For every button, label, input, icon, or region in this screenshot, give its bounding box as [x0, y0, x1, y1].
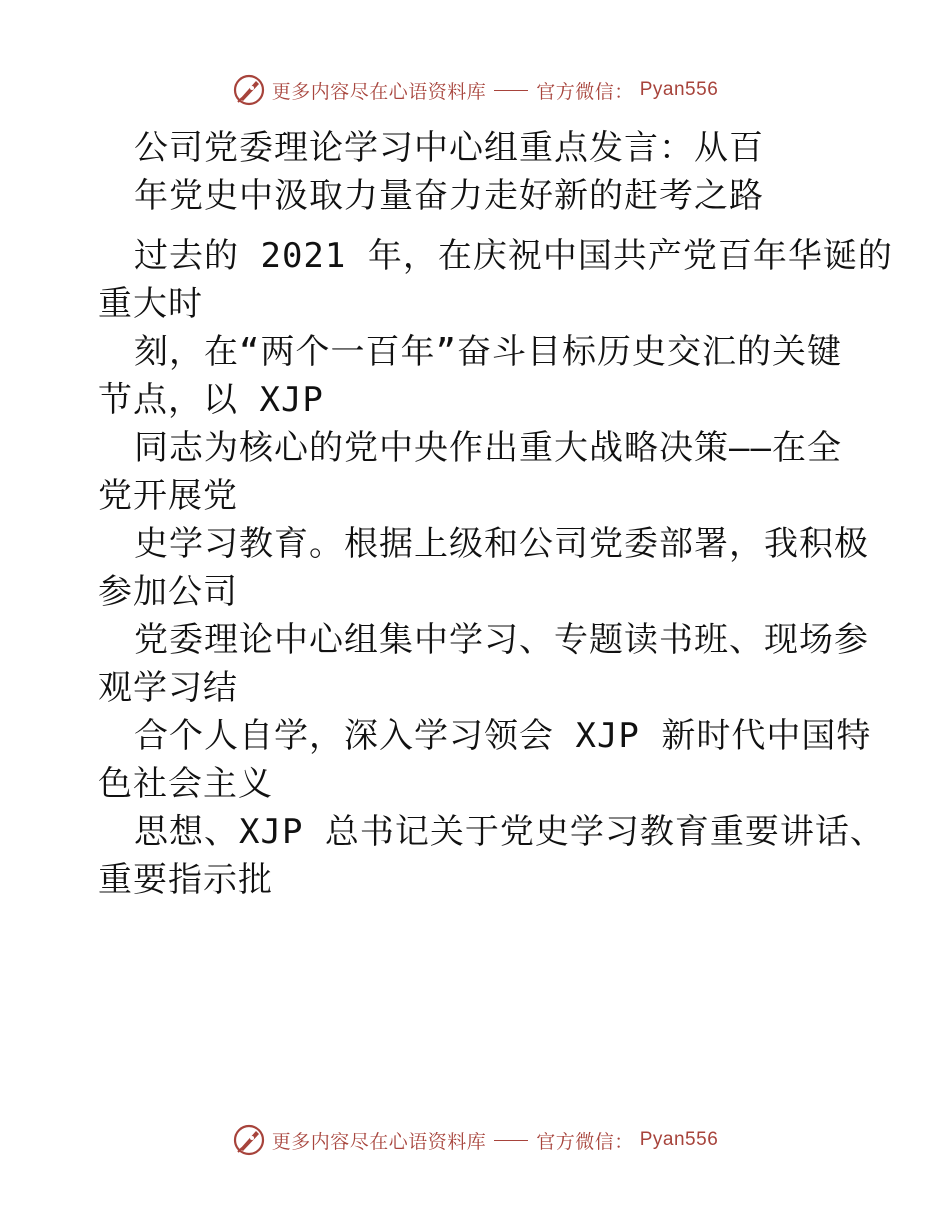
document-title-line-2: 年党史中汲取力量奋力走好新的赶考之路 [134, 176, 764, 216]
paragraph-line: 色社会主义 [98, 764, 273, 804]
paragraph [98, 616, 869, 712]
watermark-account: Pyan556 [639, 1129, 719, 1150]
watermark-suffix: 官方微信： [536, 80, 634, 103]
paragraph-line: 过去的 2021 年，在庆祝中国共产党百年华诞的 [134, 236, 893, 276]
paragraph-line: 党委理论中心组集中学习、专题读书班、现场参 [134, 620, 869, 660]
footer-watermark [0, 1120, 950, 1160]
paragraph-line: 参加公司 [98, 572, 238, 612]
document-title-line-1: 公司党委理论学习中心组重点发言：从百 [134, 128, 764, 168]
quill-logo-icon [232, 73, 266, 107]
watermark-account: Pyan556 [639, 79, 719, 100]
paragraph [98, 520, 869, 616]
paragraph-line: 重大时 [98, 284, 203, 324]
paragraph-line: 党开展党 [98, 476, 238, 516]
watermark-divider [494, 90, 528, 91]
paragraph-line: 刻，在“两个一百年”奋斗目标历史交汇的关键 [134, 332, 842, 372]
paragraph-line: 合个人自学，深入学习领会 XJP 新时代中国特 [134, 716, 872, 756]
watermark-divider [494, 1140, 528, 1141]
paragraph [98, 712, 872, 808]
paragraph-line: 思想、XJP 总书记关于党史学习教育重要讲话、 [134, 812, 885, 852]
watermark-text: 更多内容尽在心语资料库 [271, 80, 487, 103]
paragraph-line: 节点，以 XJP [98, 380, 324, 420]
watermark-text: 更多内容尽在心语资料库 [271, 1130, 487, 1153]
paragraph [98, 808, 885, 904]
quill-logo-icon [232, 1123, 266, 1157]
paragraph [98, 232, 893, 328]
paragraph-line: 观学习结 [98, 668, 238, 708]
header-watermark [0, 70, 950, 110]
paragraph [98, 424, 858, 520]
document-body [98, 124, 893, 904]
paragraph-line: 史学习教育。根据上级和公司党委部署，我积极 [134, 524, 869, 564]
paragraph [98, 328, 858, 424]
watermark-suffix: 官方微信： [536, 1130, 634, 1153]
paragraph-line: 重要指示批 [98, 860, 273, 900]
paragraph-line: 同志为核心的党中央作出重大战略决策——在全 [134, 428, 842, 468]
